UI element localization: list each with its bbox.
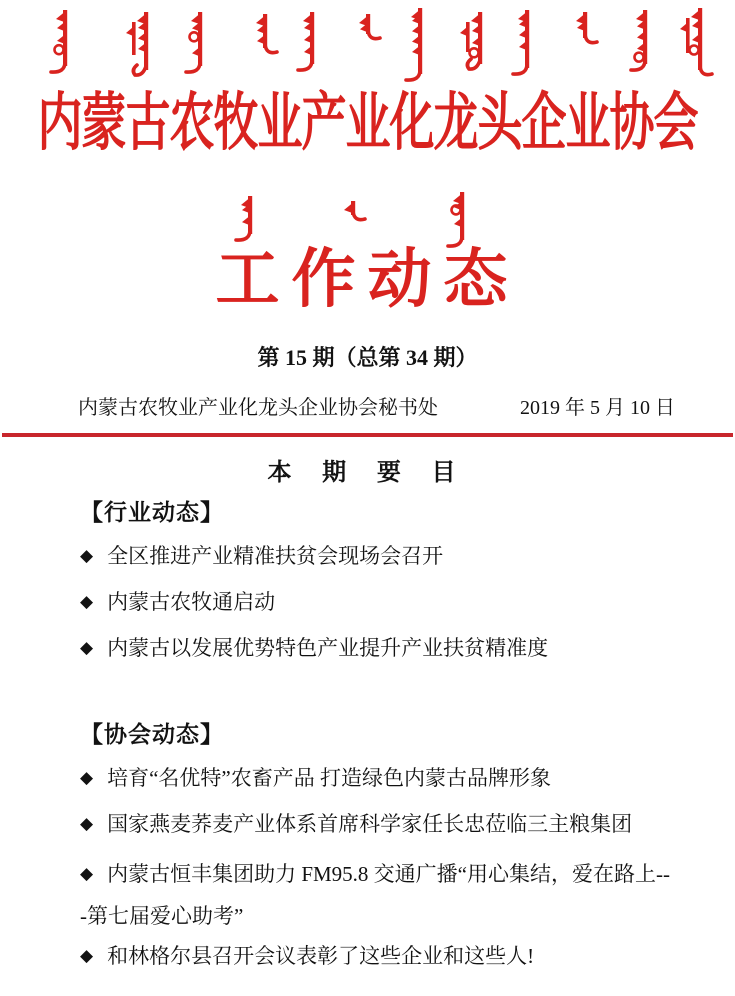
mongolian-word-glyph xyxy=(256,14,277,53)
issue-number-line: 第 15 期（总第 34 期） xyxy=(257,345,478,370)
diamond-bullet-icon: ◆ xyxy=(80,638,94,657)
mongolian-word-glyph xyxy=(680,8,712,75)
mongolian-word-glyph xyxy=(460,12,482,69)
mongolian-word-glyph xyxy=(359,14,380,39)
mongolian-word-glyph xyxy=(236,196,252,240)
toc-item-label: 内蒙古以发展优势特色产业提升产业扶贫精准度 xyxy=(107,636,549,660)
mongolian-word-glyph xyxy=(186,12,202,72)
toc-item xyxy=(80,810,672,840)
toc-item xyxy=(80,634,672,664)
toc-item-label: 内蒙古农牧通启动 xyxy=(107,590,276,614)
toc-item-label: 和林格尔县召开会议表彰了这些企业和这些人! xyxy=(107,944,535,968)
mongolian-word-glyph xyxy=(576,12,597,43)
toc-item xyxy=(80,764,672,794)
toc-heading: 本 期 要 目 xyxy=(267,459,468,486)
section-heading-industry: 【行业动态】 xyxy=(80,499,224,525)
section-heading-association: 【协会动态】 xyxy=(80,721,224,747)
diamond-bullet-icon: ◆ xyxy=(80,864,94,883)
toc-item-label: 全区推进产业精准扶贫会现场会召开 xyxy=(107,544,444,568)
mongolian-word-glyph xyxy=(448,192,464,246)
diamond-bullet-icon: ◆ xyxy=(80,768,94,787)
toc-item xyxy=(80,942,672,972)
mongolian-script-masthead-icon xyxy=(0,4,735,88)
red-divider xyxy=(2,433,733,437)
diamond-bullet-icon: ◆ xyxy=(80,592,94,611)
mongolian-word-glyph xyxy=(51,10,67,72)
mongolian-word-glyph xyxy=(344,201,365,220)
toc-item-label: 内蒙古恒丰集团助力 FM95.8 交通广播“用心集结，爱在路上---第七届爱心助考” xyxy=(80,862,670,928)
mongolian-word-glyph xyxy=(298,12,314,70)
toc-item-label: 国家燕麦荞麦产业体系首席科学家任长忠莅临三主粮集团 xyxy=(107,812,633,836)
bulletin-title: 工作动态 xyxy=(215,244,520,315)
mongolian-word-glyph xyxy=(631,10,647,70)
publish-date: 2019 年 5 月 10 日 xyxy=(520,397,675,419)
mongolian-word-glyph xyxy=(406,8,422,80)
publisher-name: 内蒙古农牧业产业化龙头企业协会秘书处 xyxy=(78,397,438,419)
mongolian-word-glyph xyxy=(126,12,148,75)
association-name: 内蒙古农牧业产业化龙头企业协会 xyxy=(37,87,698,158)
diamond-bullet-icon: ◆ xyxy=(80,546,94,565)
toc-item-label: 培育“名优特”农畜产品 打造绿色内蒙古品牌形象 xyxy=(107,766,551,790)
mongolian-word-glyph xyxy=(513,10,529,74)
toc-item xyxy=(80,542,672,572)
toc-item xyxy=(80,588,672,618)
diamond-bullet-icon: ◆ xyxy=(80,814,94,833)
diamond-bullet-icon: ◆ xyxy=(80,946,94,965)
mongolian-script-subtitle-icon xyxy=(0,188,735,250)
toc-item xyxy=(80,854,672,936)
publisher-row xyxy=(78,391,675,420)
table-of-contents xyxy=(80,498,689,972)
